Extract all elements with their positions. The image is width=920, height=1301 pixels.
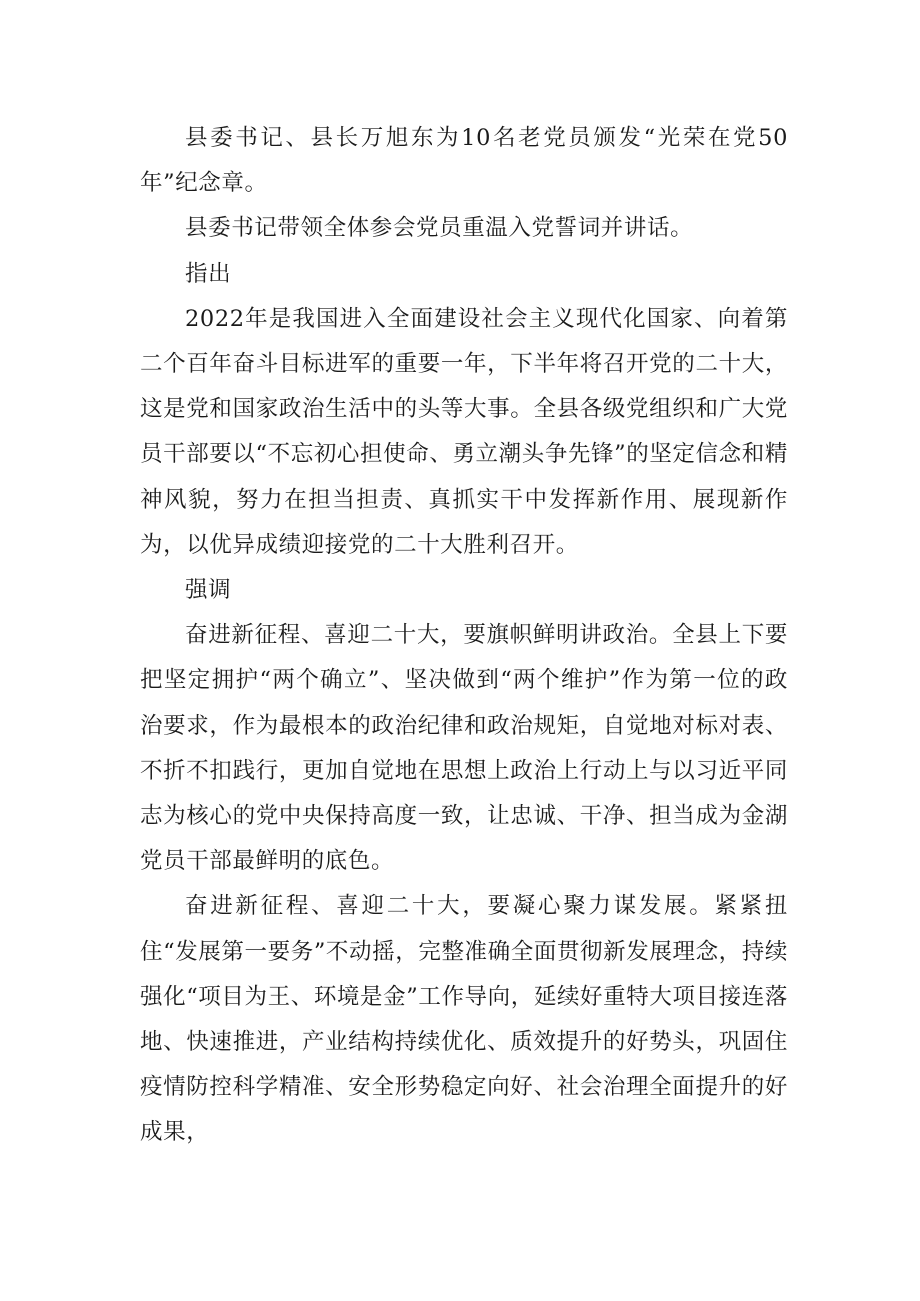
document-body bbox=[140, 116, 788, 1156]
paragraph-2022-significance: 2022年是我国进入全面建设社会主义现代化国家、向着第二个百年奋斗目标进军的重要一年，下半年将召开党的二十大，这是党和国家政治生活中的头等大事。全县各级党组织和广大党员干部要以“不忘初心担使命、勇立潮头争先锋”的坚定信念和精神风貌，努力在担当担责、真抓实干中发挥新作用、展现新作为，以优异成绩迎接党的二十大胜利召开。 bbox=[140, 305, 788, 558]
paragraph-oath-review: 县委书记带领全体参会党员重温入党誓词并讲话。 bbox=[185, 215, 694, 242]
section-label-emphasized: 强调 bbox=[185, 577, 232, 604]
section-label-pointed-out: 指出 bbox=[185, 260, 232, 287]
paragraph-development: 奋进新征程、喜迎二十大，要凝心聚力谋发展。紧紧扭住“发展第一要务”不动摇，完整准确全面贯彻新发展理念，持续强化“项目为王、环境是金”工作导向，延续好重特大项目接连落地、快速推进，产业结构持续优化、质效提升的好势头，巩固住疫情防控科学精准、安全形势稳定向好、社会治理全面提升的好成果， bbox=[140, 893, 788, 1146]
paragraph-medal-award: 县委书记、县长万旭东为10名老党员颁发“光荣在党50年”纪念章。 bbox=[140, 125, 788, 197]
paragraph-politics: 奋进新征程、喜迎二十大，要旗帜鲜明讲政治。全县上下要把坚定拥护“两个确立”、坚决做到“两个维护”作为第一位的政治要求，作为最根本的政治纪律和政治规矩，自觉地对标对表、不折不扣践行，更加自觉地在思想上政治上行动上与以习近平同志为核心的党中央保持高度一致，让忠诚、干净、担当成为金湖党员干部最鲜明的底色。 bbox=[140, 622, 788, 875]
